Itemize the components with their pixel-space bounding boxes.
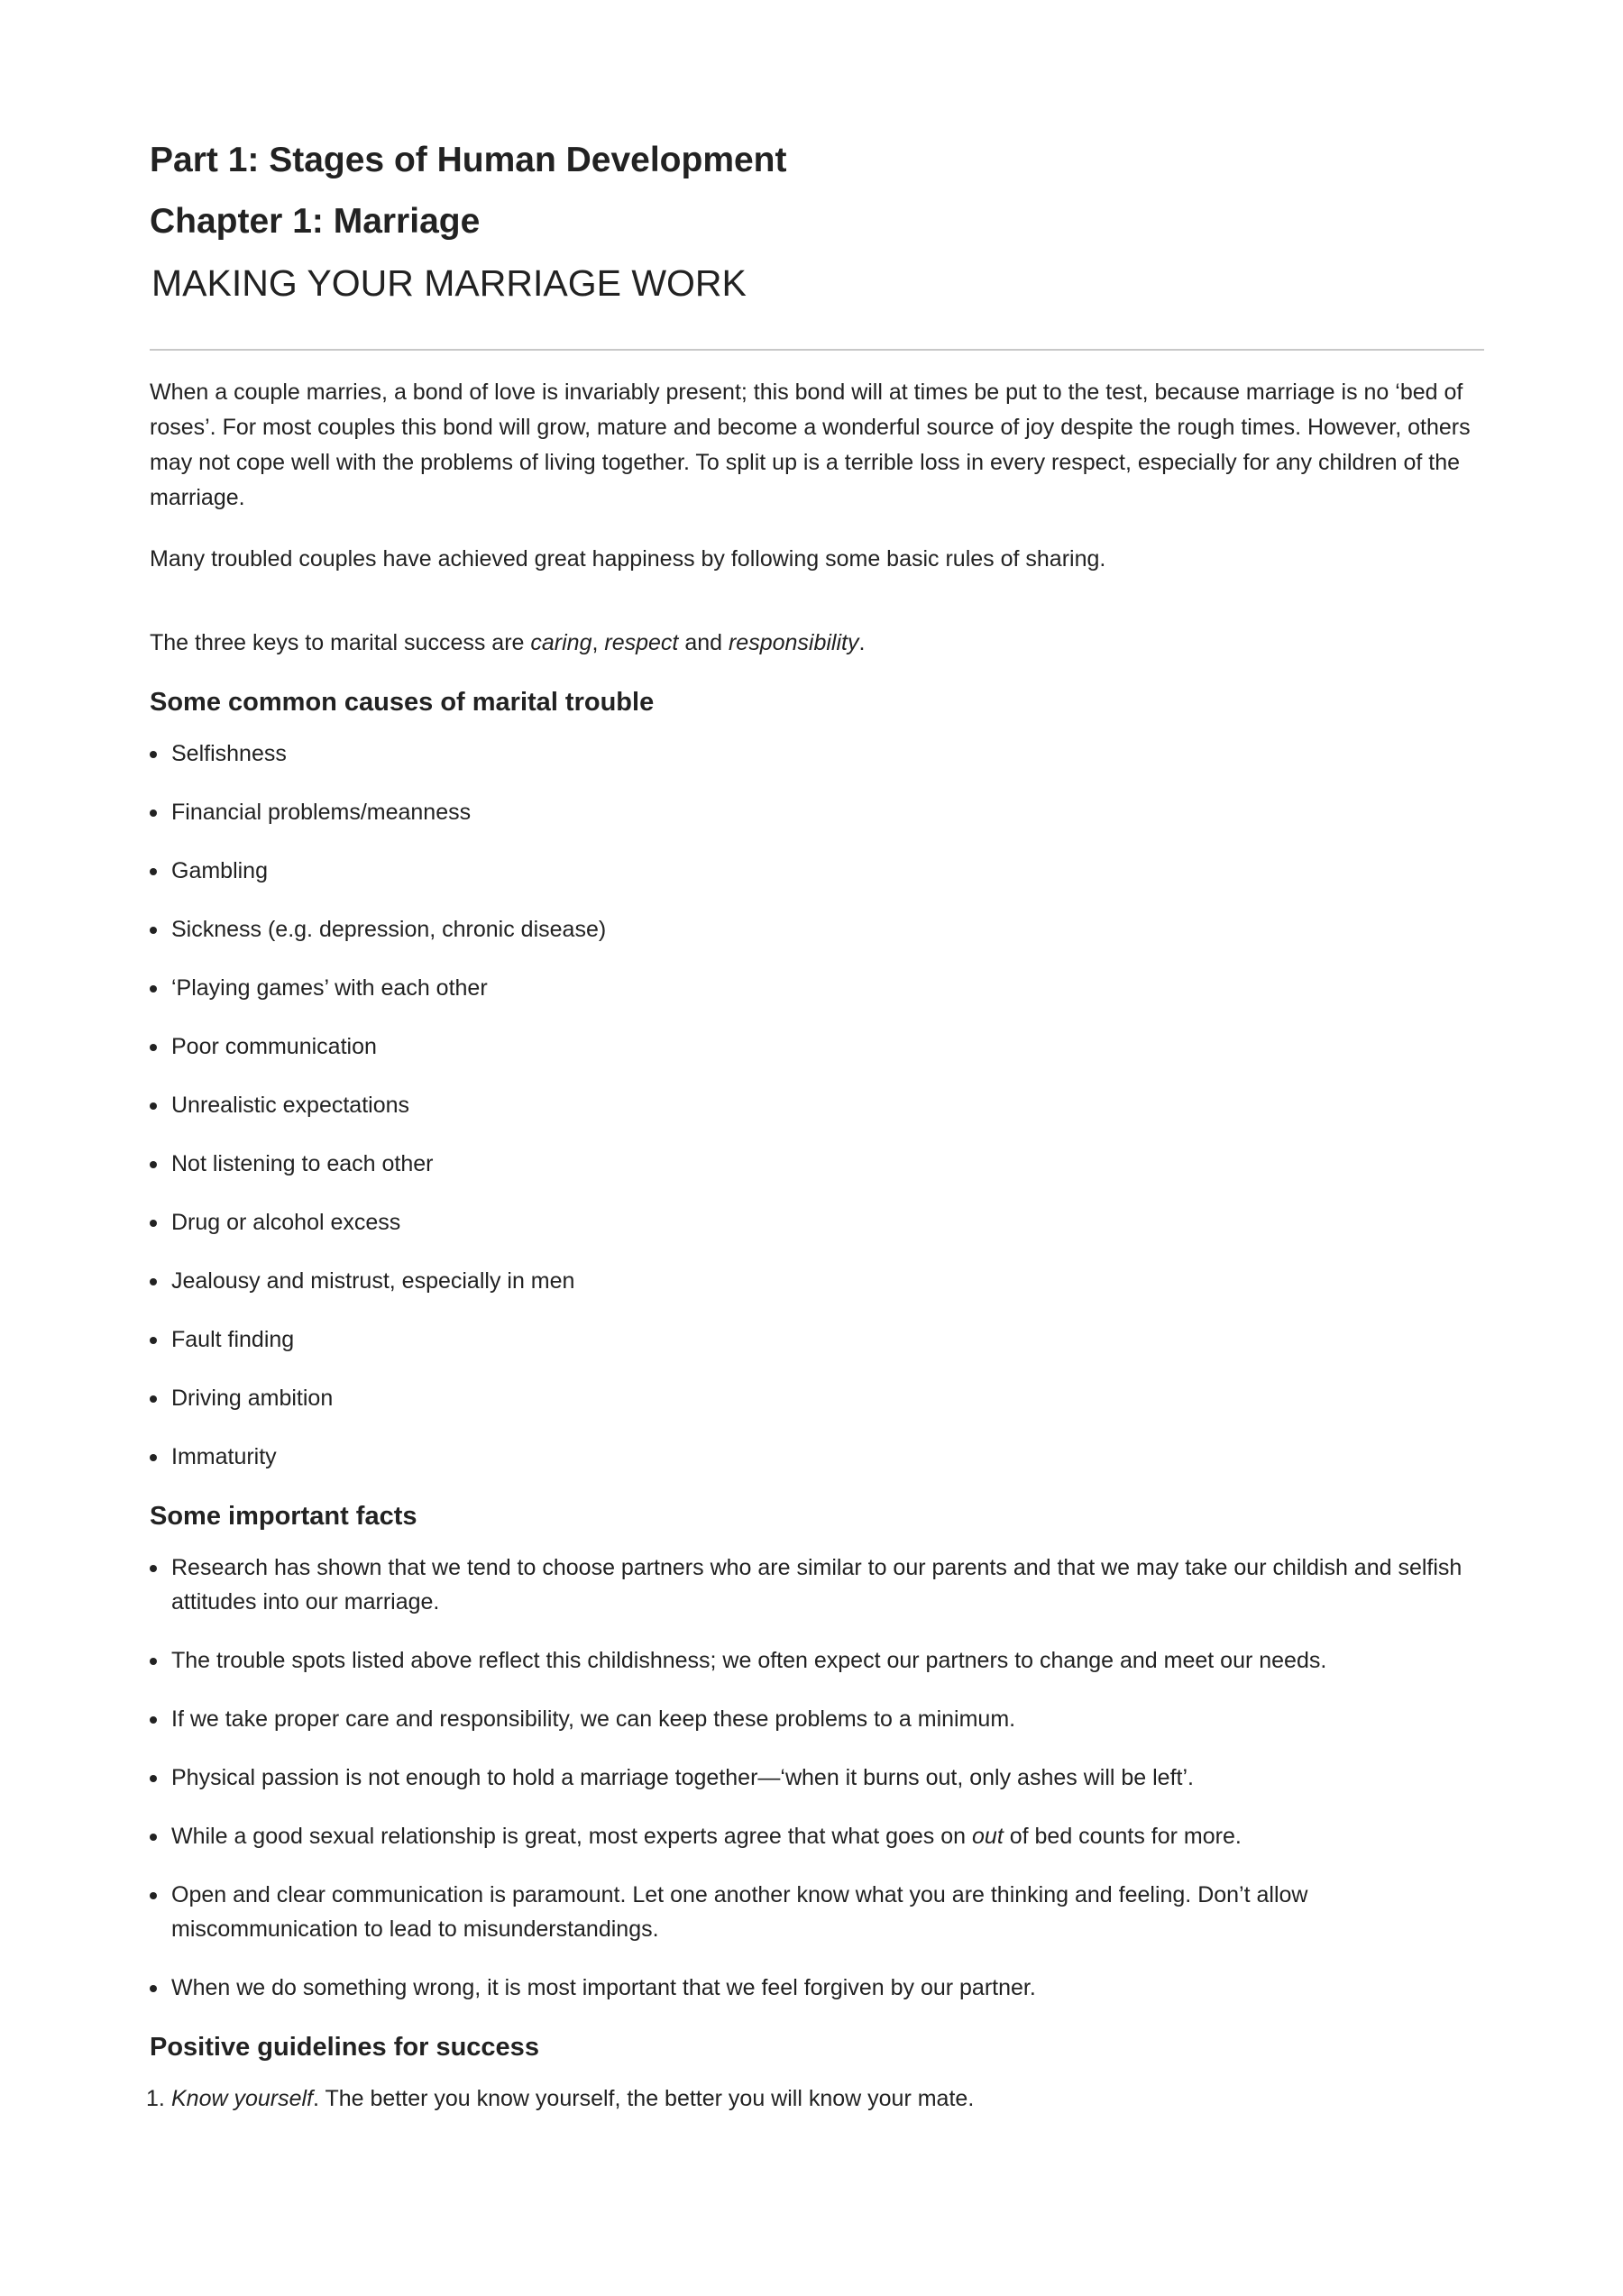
list-item <box>150 1878 1484 1946</box>
keys-separator-2: and <box>678 630 729 655</box>
bullet-icon <box>150 1044 157 1051</box>
bullet-icon <box>150 985 157 992</box>
list-item-number: 1. <box>146 2086 165 2111</box>
bullet-icon <box>150 1834 157 1841</box>
list-item <box>150 1322 1484 1358</box>
bullet-icon <box>150 1565 157 1572</box>
list-item-text: Unrealistic expectations <box>171 1093 410 1118</box>
list-item <box>150 795 1484 830</box>
document-title: MAKING YOUR MARRIAGE WORK <box>151 262 747 304</box>
list-item <box>150 1029 1484 1065</box>
list-item-text: Gambling <box>171 858 268 883</box>
list-item-emphasis: out <box>972 1824 1004 1849</box>
list-item-text-before: While a good sexual relationship is great, most experts agree that what goes on <box>171 1824 973 1849</box>
bullet-icon <box>150 1161 157 1168</box>
bullet-icon <box>150 1716 157 1724</box>
key-responsibility: responsibility <box>728 630 859 655</box>
intro-paragraph: When a couple marries, a bond of love is invariably present; this bond will at times be put to the test, because marriage is no ‘bed of roses’. For most couples this bond will grow, mature and become a wonderful source of joy despite the rough times. However, others may not cope well with the problems of living together. To split up is a terrible loss in every respect, especially for any children of the marriage. <box>150 380 1471 510</box>
list-item-text: Not listening to each other <box>171 1151 434 1176</box>
list-item-text: Selfishness <box>171 741 287 766</box>
key-caring: caring <box>530 630 592 655</box>
list-item <box>150 1264 1484 1299</box>
list-item-text: Driving ambition <box>171 1386 334 1411</box>
bullet-icon <box>150 1985 157 1992</box>
list-item <box>150 1702 1484 1736</box>
title-divider <box>150 349 1484 351</box>
list-item <box>150 971 1484 1006</box>
causes-list <box>150 736 1484 1475</box>
list-item <box>150 1147 1484 1182</box>
list-item-text: The trouble spots listed above reflect this childishness; we often expect our partners to change and meet our needs. <box>171 1648 1327 1673</box>
list-item-text: When we do something wrong, it is most important that we feel forgiven by our partner. <box>171 1975 1036 2000</box>
list-item <box>150 1971 1484 2005</box>
list-item <box>150 1381 1484 1416</box>
list-item-text: Immaturity <box>171 1444 277 1469</box>
bullet-icon <box>150 1454 157 1461</box>
sharing-paragraph: Many troubled couples have achieved great happiness by following some basic rules of sharing. <box>150 546 1106 572</box>
keys-end: . <box>858 630 866 655</box>
bullet-icon <box>150 1775 157 1782</box>
keys-paragraph <box>150 626 1484 661</box>
facts-heading: Some important facts <box>150 1502 417 1531</box>
list-item <box>150 736 1484 772</box>
list-item-emphasis: Know yourself <box>171 2086 314 2111</box>
bullet-icon <box>150 1892 157 1899</box>
list-item <box>150 1643 1484 1678</box>
key-respect: respect <box>604 630 679 655</box>
bullet-icon <box>150 868 157 875</box>
facts-list <box>150 1550 1484 2005</box>
chapter-title: Chapter 1: Marriage <box>150 202 481 241</box>
list-item-text: Sickness (e.g. depression, chronic disease) <box>171 917 607 942</box>
bullet-icon <box>150 1395 157 1403</box>
list-item-text: Fault finding <box>171 1327 295 1352</box>
list-item-text: Poor communication <box>171 1034 377 1059</box>
keys-prefix: The three keys to marital success are <box>150 630 531 655</box>
list-item-text: Financial problems/meanness <box>171 800 472 825</box>
bullet-icon <box>150 1220 157 1227</box>
list-item-text: Open and clear communication is paramount. Let one another know what you are thinking and feeling. Don’t allow miscommunication to lead to misunderstandings. <box>171 1882 1308 1942</box>
list-item <box>150 1205 1484 1240</box>
causes-heading: Some common causes of marital trouble <box>150 688 655 717</box>
list-item-text: Drug or alcohol excess <box>171 1210 401 1235</box>
list-item-text: Research has shown that we tend to choose partners who are similar to our parents and that we may take our childish and selfish attitudes into our marriage. <box>171 1555 1463 1615</box>
bullet-icon <box>150 1658 157 1665</box>
list-item <box>150 912 1484 947</box>
list-item-text: ‘Playing games’ with each other <box>171 975 488 1001</box>
bullet-icon <box>150 1102 157 1110</box>
list-item-text: Jealousy and mistrust, especially in men <box>171 1268 575 1294</box>
guidelines-heading: Positive guidelines for success <box>150 2033 539 2062</box>
document-content <box>146 133 1484 2117</box>
bullet-icon <box>150 1278 157 1285</box>
list-item <box>150 1088 1484 1123</box>
list-item-text: Physical passion is not enough to hold a marriage together—‘when it burns out, only ashes will be left’. <box>171 1765 1194 1790</box>
list-item <box>150 1550 1484 1619</box>
bullet-icon <box>150 810 157 817</box>
list-item <box>150 1819 1484 1853</box>
bullet-icon <box>150 751 157 758</box>
guidelines-list <box>146 2081 1484 2117</box>
bullet-icon <box>150 1337 157 1344</box>
list-item-text: . The better you know yourself, the better you will know your mate. <box>313 2086 975 2111</box>
bullet-icon <box>150 927 157 934</box>
part-title: Part 1: Stages of Human Development <box>150 141 787 179</box>
list-item-text: If we take proper care and responsibility, we can keep these problems to a minimum. <box>171 1706 1016 1732</box>
list-item <box>150 854 1484 889</box>
list-item-text-after: of bed counts for more. <box>1003 1824 1242 1849</box>
list-item <box>146 2081 1484 2117</box>
keys-separator-1: , <box>591 630 605 655</box>
list-item <box>150 1440 1484 1475</box>
list-item <box>150 1761 1484 1795</box>
